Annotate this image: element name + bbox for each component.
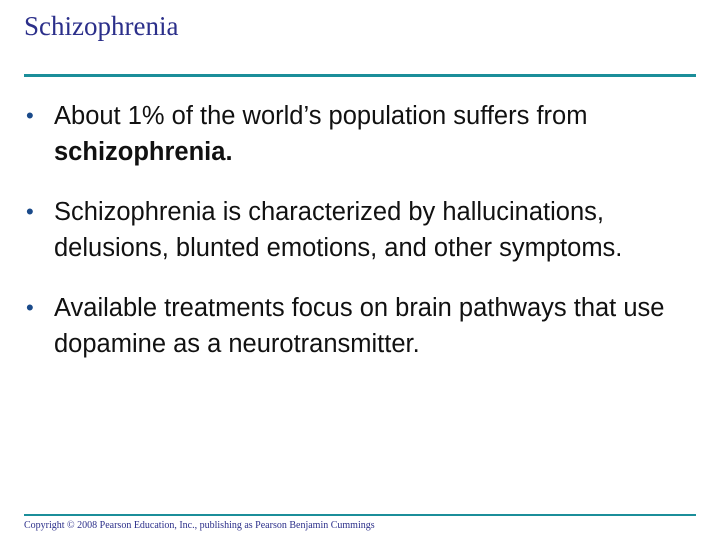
slide-title: Schizophrenia [24,11,179,41]
bullet-item [24,290,696,362]
footer-divider [24,514,696,516]
title-divider [24,74,696,77]
bullet-icon: • [26,295,34,320]
bullet-icon: • [26,199,34,224]
bullet-text: Schizophrenia is characterized by hallucinations, delusions, blunted emotions, and other symptoms. [54,198,623,262]
bullet-item [24,98,696,170]
bullet-bold-text: schizophrenia. [54,138,233,166]
copyright-footer: Copyright © 2008 Pearson Education, Inc., publishing as Pearson Benjamin Cummings [24,520,375,531]
bullet-text: Available treatments focus on brain pathways that use dopamine as a neurotransmitter. [54,294,665,358]
bullet-item [24,194,696,266]
bullet-text: About 1% of the world’s population suffers from [54,102,588,130]
bullet-list [24,98,696,386]
bullet-icon: • [26,103,34,128]
